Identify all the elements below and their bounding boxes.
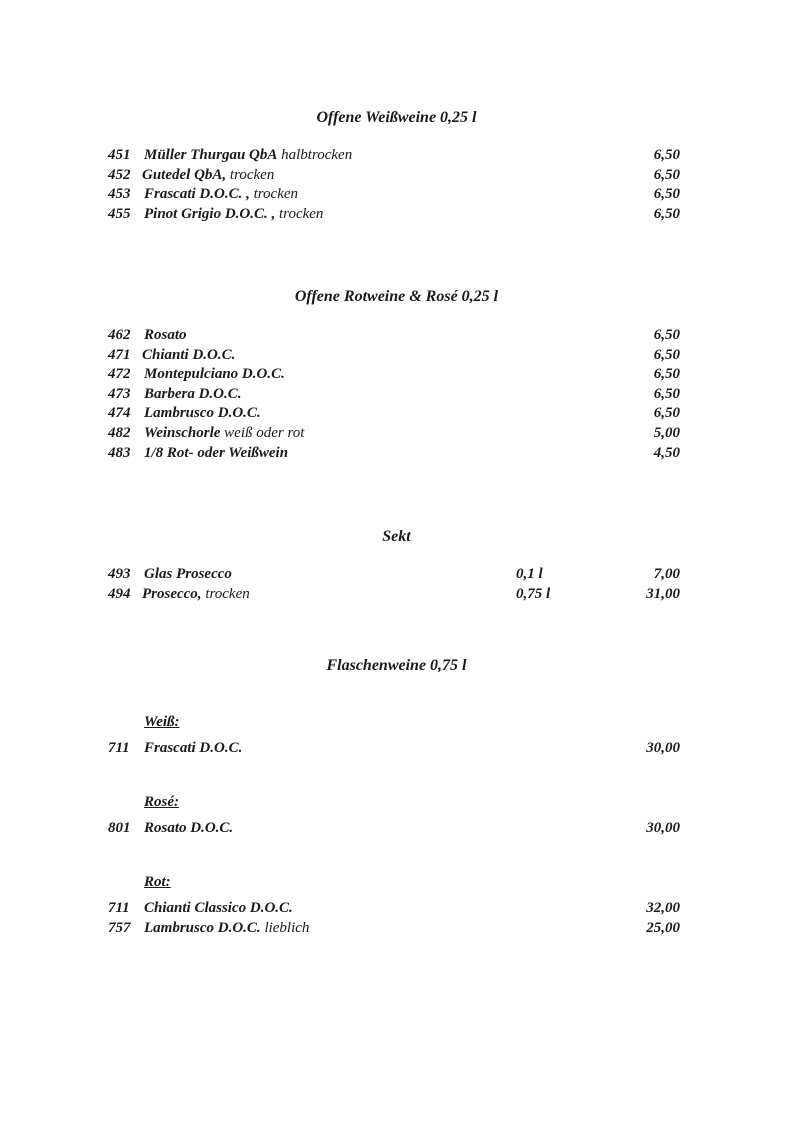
list-item	[108, 919, 680, 939]
item-number: 711	[108, 900, 130, 916]
item-number: 483	[108, 444, 131, 461]
subheading-weiss: Weiß:	[144, 714, 180, 730]
item-price: 6,50	[653, 186, 680, 203]
item-name	[144, 205, 323, 225]
list-item	[108, 739, 680, 759]
item-name	[144, 565, 232, 585]
section-title-offene-rotweine: Offene Rotweine & Rosé 0,25 l	[294, 288, 499, 305]
item-name-text: Lambrusco D.O.C.	[144, 405, 261, 422]
item-name-text: Pinot Grigio D.O.C. ,	[144, 205, 276, 222]
item-name	[144, 919, 309, 939]
item-name	[142, 346, 235, 366]
item-name-text: Gutedel QbA,	[142, 166, 227, 183]
item-name	[144, 819, 233, 839]
item-description: weiß oder rot	[220, 424, 305, 441]
item-number: 474	[108, 405, 131, 422]
item-price: 25,00	[646, 919, 680, 936]
item-name	[144, 404, 261, 424]
item-name-text: Barbera D.O.C.	[144, 385, 242, 402]
item-description: lieblich	[260, 919, 310, 936]
flaschen-rot-list	[108, 899, 680, 938]
item-name-text: Prosecco,	[142, 585, 202, 602]
item-name-text: Montepulciano D.O.C.	[144, 366, 285, 383]
list-item	[108, 166, 680, 186]
item-price: 6,50	[653, 327, 680, 343]
item-name-text: Chianti D.O.C.	[142, 346, 236, 363]
item-price: 31,00	[646, 585, 680, 602]
flaschen-weiss-list	[108, 739, 680, 759]
item-name	[144, 899, 293, 919]
item-name	[144, 326, 187, 346]
item-name-text: Rosato	[144, 327, 187, 343]
item-name	[142, 585, 250, 605]
item-price: 30,00	[646, 740, 680, 756]
subheading-rose: Rosé:	[144, 794, 179, 810]
item-price: 6,50	[653, 166, 680, 183]
item-name-text: Frascati D.O.C.	[144, 740, 243, 756]
item-number: 471	[108, 346, 131, 363]
list-item	[108, 565, 680, 585]
item-name-text: Chianti Classico D.O.C.	[144, 900, 293, 916]
item-price: 30,00	[646, 820, 680, 836]
subheading-rot: Rot:	[144, 874, 171, 890]
list-item	[108, 585, 680, 605]
item-number: 472	[108, 366, 131, 383]
item-number: 451	[108, 147, 131, 163]
item-number: 493	[108, 566, 131, 582]
item-name-text: Müller Thurgau QbA	[144, 147, 278, 163]
item-price: 6,50	[653, 205, 680, 222]
list-item	[108, 146, 680, 166]
item-price: 6,50	[653, 385, 680, 402]
item-name	[144, 185, 298, 205]
list-item	[108, 899, 680, 919]
list-item	[108, 185, 680, 205]
list-item	[108, 444, 680, 464]
item-name-text: Weinschorle	[144, 424, 221, 441]
item-price: 6,50	[653, 405, 680, 422]
list-item	[108, 385, 680, 405]
list-item	[108, 365, 680, 385]
item-name-text: 1/8 Rot- oder Weißwein	[144, 444, 289, 461]
item-number: 801	[108, 820, 131, 836]
item-description: trocken	[275, 205, 324, 222]
item-number: 494	[108, 585, 131, 602]
item-description: trocken	[226, 166, 275, 183]
item-name	[144, 146, 352, 166]
item-name-text: Lambrusco D.O.C.	[144, 919, 261, 936]
list-item	[108, 424, 680, 444]
list-item	[108, 326, 680, 346]
section-title-flaschenweine: Flaschenweine 0,75 l	[326, 657, 467, 674]
item-number: 482	[108, 424, 131, 441]
item-price: 6,50	[653, 147, 680, 163]
section-title-sekt: Sekt	[382, 528, 411, 545]
list-item	[108, 819, 680, 839]
item-number: 455	[108, 205, 131, 222]
item-price: 4,50	[653, 444, 680, 461]
item-name-text: Frascati D.O.C. ,	[144, 186, 250, 203]
list-item	[108, 346, 680, 366]
list-item	[108, 205, 680, 225]
item-number: 473	[108, 385, 131, 402]
item-price: 6,50	[653, 346, 680, 363]
sekt-list	[108, 565, 680, 604]
item-number: 711	[108, 740, 130, 756]
item-number: 452	[108, 166, 131, 183]
list-item	[108, 404, 680, 424]
item-name	[144, 444, 288, 464]
item-name	[142, 166, 274, 186]
item-price: 6,50	[653, 366, 680, 383]
flaschen-rose-list	[108, 819, 680, 839]
item-description: trocken	[249, 186, 299, 203]
item-name	[144, 365, 285, 385]
item-name-text: Rosato D.O.C.	[144, 820, 234, 836]
item-number: 462	[108, 327, 131, 343]
item-price: 5,00	[653, 424, 680, 441]
item-name	[144, 424, 304, 444]
item-name-text: Glas Prosecco	[144, 566, 232, 582]
item-number: 453	[108, 186, 131, 203]
item-volume: 0,75 l	[516, 585, 551, 602]
item-price: 32,00	[646, 900, 680, 916]
offene-weissweine-list	[108, 146, 680, 224]
item-description: halbtrocken	[277, 147, 353, 163]
item-name	[144, 385, 242, 405]
item-name	[144, 739, 242, 759]
item-price: 7,00	[653, 566, 680, 582]
offene-rotweine-list	[108, 326, 680, 463]
item-description: trocken	[201, 585, 250, 602]
item-number: 757	[108, 919, 131, 936]
item-volume: 0,1 l	[516, 566, 543, 582]
section-title-offene-weissweine: Offene Weißweine 0,25 l	[316, 109, 477, 126]
